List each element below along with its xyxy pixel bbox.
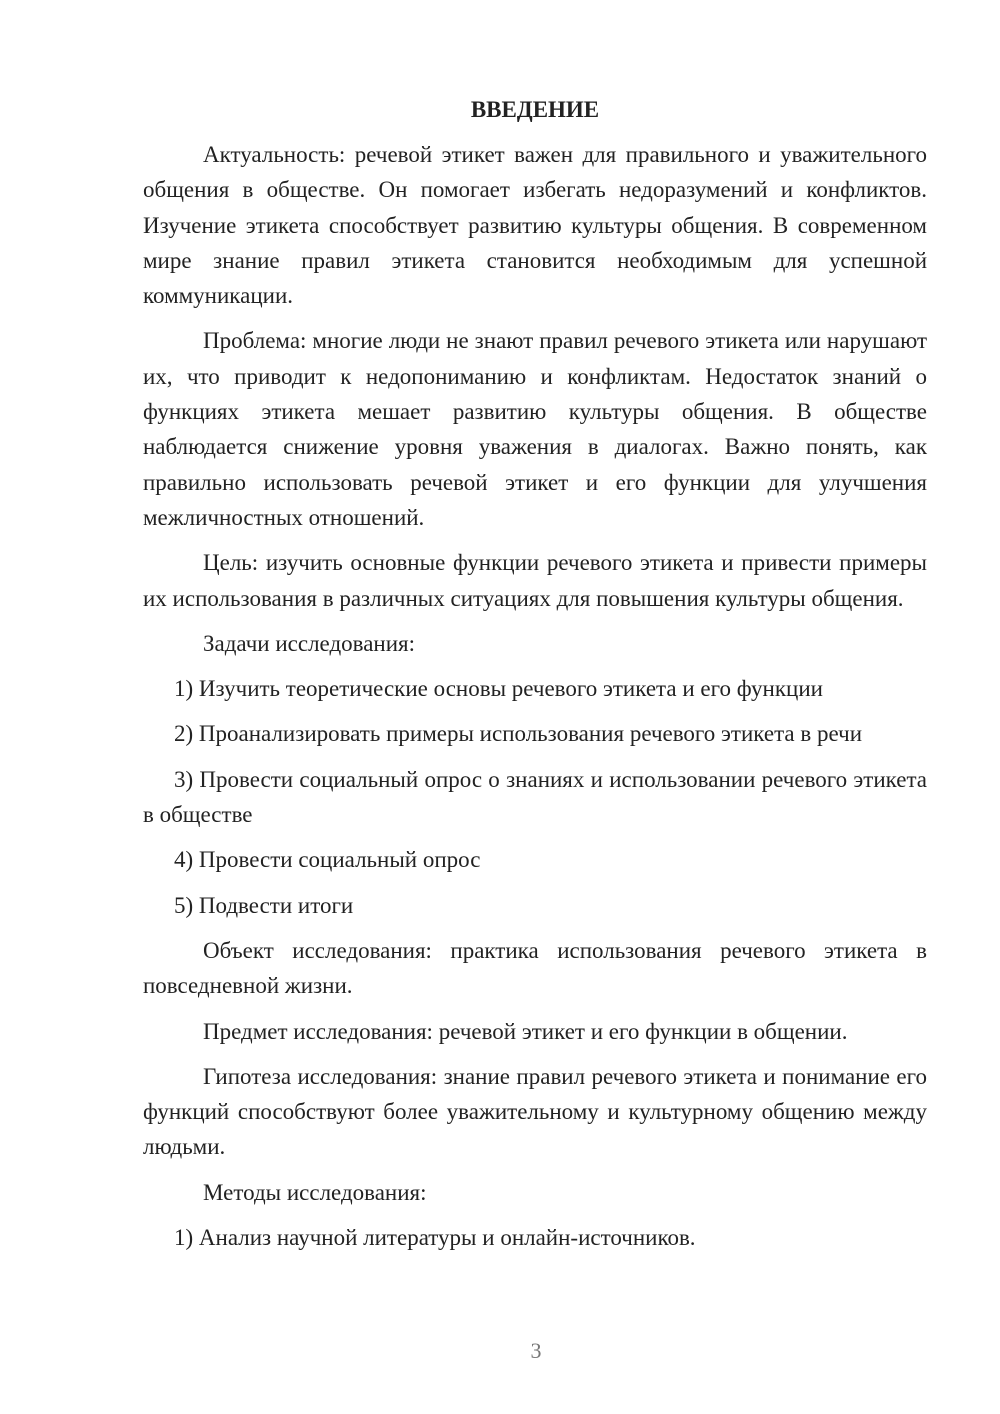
page-number: 3 [530,1338,542,1363]
task-item: 4) Провести социальный опрос [174,847,481,873]
methods-heading: Методы исследования: [203,1179,427,1205]
method-item: 1) Анализ научной литературы и онлайн-источников. [174,1225,696,1251]
subject-paragraph: Предмет исследования: речевой этикет и его функции в общении. [203,1018,848,1044]
task-item: 3) Провести социальный опрос о знаниях и использовании речевого этикета в обществе [143,766,927,828]
object-paragraph: Объект исследования: практика использования речевого этикета в повседневной жизни. [143,937,927,999]
tasks-heading: Задачи исследования: [203,630,416,656]
task-item: 2) Проанализировать примеры использования речевого этикета в речи [174,721,863,747]
page-title: ВВЕДЕНИЕ [470,97,600,122]
hypothesis-paragraph: Гипотеза исследования: знание правил речевого этикета и понимание его функций способствуют более уважительному и культурному общению между людьми. [143,1063,927,1160]
goal-paragraph: Цель: изучить основные функции речевого этикета и привести примеры их использования в различных ситуациях для повышения культуры общения. [143,550,927,611]
relevance-paragraph: Актуальность: речевой этикет важен для правильного и уважительного общения в обществе. Он помогает избегать недоразумений и конфликтов. Изучение этикета способствует развитию культуры общения. В современном мире знание правил этикета становится необходимым для успешной коммуникации. [143,142,927,309]
task-item: 5) Подвести итоги [174,892,354,918]
problem-paragraph: Проблема: многие люди не знают правил речевого этикета или нарушают их, что приводит к недопониманию и конфликтам. Недостаток знаний о функциях этикета мешает развитию культуры общения. В обществе наблюдается снижение уровня уважения в диалогах. Важно понять, как правильно использовать речевой этикет и его функции для улучшения межличностных отношений. [143,328,927,530]
document-body [143,92,927,1265]
task-item: 1) Изучить теоретические основы речевого этикета и его функции [174,676,823,702]
